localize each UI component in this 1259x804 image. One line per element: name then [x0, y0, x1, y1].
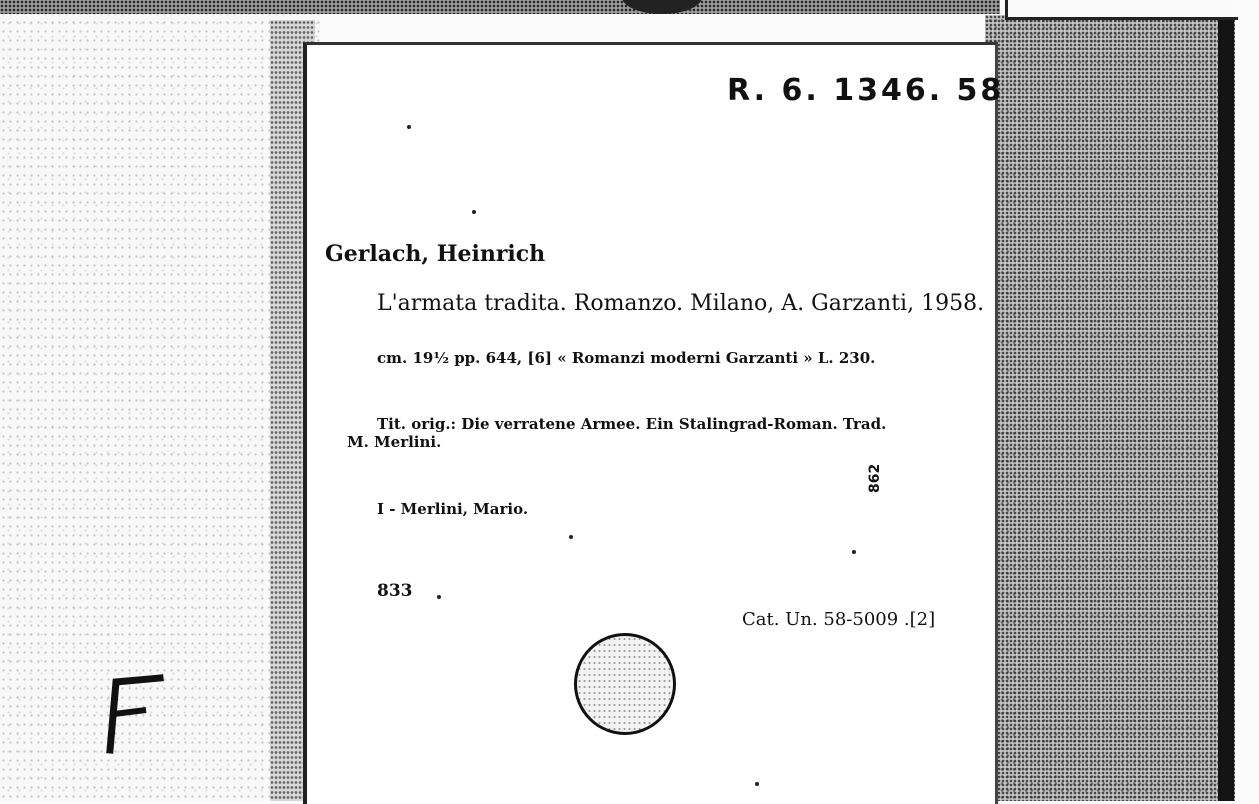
speck	[755, 782, 759, 786]
speck	[407, 125, 411, 129]
original-title-note: Tit. orig.: Die verratene Armee. Ein Stalingrad-Roman. Trad.	[377, 415, 887, 433]
catalog-card	[303, 42, 1005, 804]
catalog-reference: Cat. Un. 58-5009 .[2]	[742, 609, 936, 630]
neighbor-card-edge	[1005, 0, 1238, 20]
class-number: 833	[377, 581, 413, 601]
punch-hole	[574, 633, 676, 735]
scan-background-right	[985, 15, 1235, 801]
added-entry: I - Merlini, Mario.	[377, 500, 529, 518]
speck	[437, 595, 441, 599]
author-heading: Gerlach, Heinrich	[325, 241, 546, 267]
speck	[852, 550, 856, 554]
speck	[472, 210, 476, 214]
shelfmark: R. 6. 1346. 58	[727, 73, 1005, 108]
title-line: L'armata tradita. Romanzo. Milano, A. Garzanti, 1958.	[377, 291, 985, 316]
vertical-stamp: 862	[867, 463, 883, 493]
handwritten-f-mark	[102, 668, 172, 758]
scan-edge-bar	[1218, 18, 1234, 801]
collation-line: cm. 19½ pp. 644, [6] « Romanzi moderni Garzanti » L. 230.	[377, 349, 876, 367]
scan-top-strip	[0, 0, 1000, 14]
speck	[569, 535, 573, 539]
translator-note: M. Merlini.	[347, 433, 442, 451]
